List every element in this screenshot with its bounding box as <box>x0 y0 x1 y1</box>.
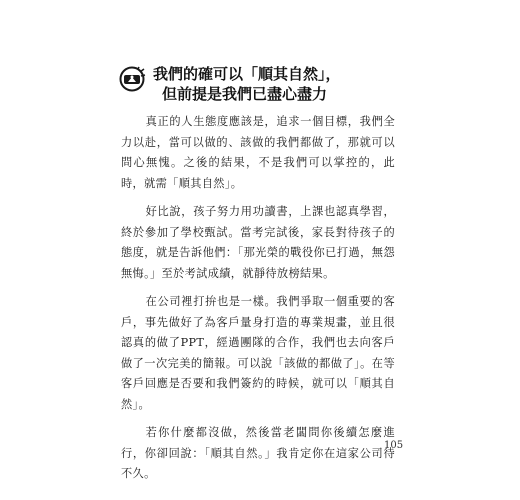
page-number: 105 <box>384 440 404 451</box>
heading-line-1: 我們的確可以「順其自然」， <box>153 65 341 83</box>
paragraph-1: 真正的人生態度應該是，追求一個目標，我們全力以赴，當可以做的、該做的我們都做了，那就可以問心無愧。之後的結果，不是我們可以掌控的，此時，就需「順其自然」。 <box>121 115 395 190</box>
body-text <box>121 112 395 493</box>
heading-line-2: 但前提是我們已盡心盡力 <box>162 85 328 103</box>
paragraph-2: 好比說，孩子努力用功讀書，上課也認真學習，終於參加了學校甄試。當考完試後，家長對待孩子的態度，就是告訴他們：「那光榮的戰役你已打過，無怨無悔。」至於考試成績，就靜待放榜結果。 <box>121 205 395 280</box>
paragraph-4: 若你什麼都沒做，然後當老闆問你後續怎麼進行，你卻回說：「順其自然。」我肯定你在這家公司待不久。 <box>121 426 395 480</box>
lightbulb-icon <box>119 66 147 92</box>
paragraph-3: 在公司裡打拚也是一樣。我們爭取一個重要的客戶，事先做好了為客戶量身打造的專業規畫，並且很認真的做了PPT，經過團隊的合作，我們也去向客戶做了一次完美的簡報。可以說「該做的都做了」。在等客戶回應是否要和我們簽約的時候，就可以「順其自然」。 <box>121 295 395 411</box>
